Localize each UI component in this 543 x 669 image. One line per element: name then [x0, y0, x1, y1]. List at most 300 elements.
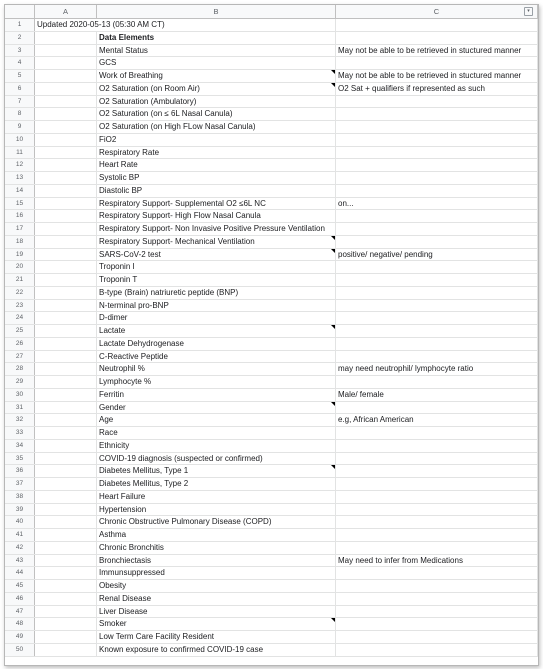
row-number[interactable]: 3 — [5, 45, 35, 57]
cell-b-text: Diastolic BP — [99, 185, 143, 195]
cell-b-text: Chronic Obstructive Pulmonary Disease (COPD) — [99, 517, 272, 527]
table-row — [5, 351, 538, 364]
table-row — [5, 70, 538, 83]
cell-b-text: Diabetes Mellitus, Type 2 — [99, 479, 189, 488]
cell-c[interactable] — [336, 542, 538, 554]
cell-b[interactable] — [97, 529, 336, 541]
cell-a[interactable] — [35, 631, 97, 643]
cell-b-text: Respiratory Support- Mechanical Ventilation — [99, 236, 255, 246]
row-number[interactable]: 15 — [5, 198, 35, 210]
cell-b[interactable] — [97, 70, 336, 82]
cell-b[interactable] — [97, 287, 336, 299]
cell-a[interactable] — [35, 593, 97, 605]
cell-b-text: Race — [99, 428, 118, 437]
cell-b-text: Known exposure to confirmed COVID-19 case — [99, 644, 264, 654]
table-row — [5, 504, 538, 517]
cell-a[interactable] — [35, 542, 97, 554]
grid-rows — [5, 19, 538, 657]
cell-a[interactable] — [35, 618, 97, 630]
row-number[interactable]: 48 — [5, 618, 35, 630]
cell-b-text: Data Elements — [99, 32, 155, 42]
table-row — [5, 108, 538, 121]
row-number[interactable]: 32 — [5, 414, 35, 426]
cell-a[interactable] — [35, 96, 97, 108]
cell-c[interactable] — [336, 210, 538, 222]
table-row — [5, 440, 538, 453]
cell-a[interactable] — [35, 70, 97, 82]
cell-a[interactable] — [35, 478, 97, 490]
cell-b[interactable] — [97, 325, 336, 337]
cell-b-text: Bronchiectasis — [99, 555, 152, 565]
cell-a[interactable] — [35, 185, 97, 197]
table-row — [5, 57, 538, 70]
cell-a[interactable] — [35, 121, 97, 133]
table-row — [5, 45, 538, 58]
cell-a[interactable] — [35, 453, 97, 465]
cell-a[interactable] — [35, 325, 97, 337]
row-number[interactable]: 1 — [5, 19, 35, 31]
cell-c[interactable] — [336, 338, 538, 350]
cell-a[interactable] — [35, 567, 97, 579]
table-row — [5, 516, 538, 529]
cell-b-text: Neutrophil % — [99, 364, 145, 374]
cell-b[interactable] — [97, 465, 336, 477]
cell-c[interactable]: e.g, African American — [336, 414, 538, 426]
cell-b[interactable] — [97, 631, 336, 643]
cell-c[interactable] — [336, 287, 538, 299]
table-row — [5, 261, 538, 274]
cell-a[interactable] — [35, 427, 97, 439]
cell-c[interactable] — [336, 427, 538, 439]
cell-a[interactable] — [35, 172, 97, 184]
table-row — [5, 542, 538, 555]
row-number[interactable]: 19 — [5, 249, 35, 261]
cell-c[interactable] — [336, 312, 538, 324]
cell-a[interactable] — [35, 261, 97, 273]
cell-c[interactable]: on... — [336, 198, 538, 210]
row-number[interactable]: 25 — [5, 325, 35, 337]
cell-b[interactable] — [97, 580, 336, 592]
cell-b[interactable] — [97, 351, 336, 363]
cell-b[interactable] — [97, 376, 336, 388]
table-row — [5, 567, 538, 580]
cell-a[interactable] — [35, 402, 97, 414]
column-header-bar — [5, 5, 538, 19]
cell-b-text: Obesity — [99, 581, 127, 590]
cell-b-text: Work of Breathing — [99, 71, 163, 80]
cell-b[interactable] — [97, 57, 336, 69]
cell-a[interactable] — [35, 465, 97, 477]
cell-b-text: Lymphocyte % — [99, 377, 152, 386]
table-row — [5, 618, 538, 631]
cell-c[interactable] — [336, 108, 538, 120]
row-number[interactable]: 40 — [5, 516, 35, 528]
cell-b[interactable] — [97, 440, 336, 452]
cell-c[interactable] — [336, 440, 538, 452]
cell-b-text: O2 Saturation (Ambulatory) — [99, 96, 197, 106]
cell-a[interactable] — [35, 32, 97, 44]
row-number[interactable]: 41 — [5, 529, 35, 541]
table-row — [5, 249, 538, 262]
cell-b[interactable] — [97, 159, 336, 171]
cell-a[interactable] — [35, 236, 97, 248]
cell-c[interactable] — [336, 236, 538, 248]
cell-c[interactable] — [336, 57, 538, 69]
cell-c[interactable] — [336, 274, 538, 286]
cell-b-text: N-terminal pro-BNP — [99, 300, 169, 310]
row-number[interactable]: 30 — [5, 389, 35, 401]
cell-a[interactable] — [35, 147, 97, 159]
table-row — [5, 325, 538, 338]
cell-c[interactable] — [336, 618, 538, 630]
table-row — [5, 389, 538, 402]
cell-b[interactable] — [97, 402, 336, 414]
cell-c[interactable] — [336, 376, 538, 388]
cell-b[interactable] — [97, 453, 336, 465]
column-header-c[interactable] — [336, 5, 538, 18]
cell-c[interactable] — [336, 453, 538, 465]
table-row — [5, 376, 538, 389]
comment-indicator-icon[interactable] — [331, 70, 335, 74]
table-row — [5, 134, 538, 147]
cell-b[interactable] — [97, 618, 336, 630]
cell-a[interactable] — [35, 57, 97, 69]
cell-b-text: Renal Disease — [99, 593, 152, 603]
cell-b-text: C-Reactive Peptide — [99, 351, 168, 361]
cell-b[interactable] — [97, 32, 336, 44]
cell-b-text: O2 Saturation (on Room Air) — [99, 83, 200, 93]
cell-b[interactable] — [97, 478, 336, 490]
table-row — [5, 453, 538, 466]
comment-indicator-icon[interactable] — [331, 83, 335, 87]
row-number[interactable]: 38 — [5, 491, 35, 503]
row-number[interactable]: 29 — [5, 376, 35, 388]
row-number[interactable]: 20 — [5, 261, 35, 273]
cell-b-text: Gender — [99, 402, 126, 412]
table-row — [5, 580, 538, 593]
cell-c[interactable] — [336, 147, 538, 159]
comment-indicator-icon[interactable] — [331, 618, 335, 622]
cell-b[interactable] — [97, 185, 336, 197]
cell-b-text: Respiratory Support- Non Invasive Positive Pressure Ventilation — [99, 224, 325, 233]
cell-c[interactable] — [336, 402, 538, 414]
row-number[interactable]: 44 — [5, 567, 35, 579]
cell-c[interactable] — [336, 96, 538, 108]
cell-c[interactable]: Male/ female — [336, 389, 538, 401]
cell-b-text: Mental Status — [99, 45, 148, 55]
column-header-a[interactable]: A — [35, 5, 97, 18]
cell-c[interactable] — [336, 606, 538, 618]
cell-b[interactable] — [97, 198, 336, 210]
row-number[interactable]: 47 — [5, 606, 35, 618]
cell-a[interactable] — [35, 580, 97, 592]
cell-a[interactable] — [35, 491, 97, 503]
cell-b-text: Immunsuppressed — [99, 568, 165, 578]
cell-b[interactable] — [97, 312, 336, 324]
table-row — [5, 478, 538, 491]
cell-b[interactable] — [97, 491, 336, 503]
cell-b[interactable] — [97, 504, 336, 516]
row-number[interactable]: 12 — [5, 159, 35, 171]
table-row — [5, 274, 538, 287]
cell-b[interactable] — [97, 210, 336, 222]
cell-b[interactable] — [97, 134, 336, 146]
cell-b-text: Ferritin — [99, 389, 124, 399]
row-number[interactable]: 26 — [5, 338, 35, 350]
cell-b[interactable] — [97, 414, 336, 426]
row-number[interactable]: 21 — [5, 274, 35, 286]
cell-b-text: Smoker — [99, 619, 127, 629]
comment-indicator-icon[interactable] — [331, 402, 335, 406]
table-row — [5, 491, 538, 504]
cell-c[interactable] — [336, 593, 538, 605]
cell-a[interactable] — [35, 45, 97, 57]
cell-a[interactable] — [35, 249, 97, 261]
cell-b[interactable] — [97, 338, 336, 350]
cell-c[interactable] — [336, 631, 538, 643]
cell-c[interactable]: May need to infer from Medications — [336, 555, 538, 567]
cell-a[interactable] — [35, 159, 97, 171]
cell-b-text: B-type (Brain) natriuretic peptide (BNP) — [99, 287, 239, 297]
row-number[interactable]: 8 — [5, 108, 35, 120]
cell-b[interactable] — [97, 274, 336, 286]
table-row — [5, 147, 538, 160]
cell-b-text: Respiratory Rate — [99, 147, 160, 157]
row-number[interactable]: 4 — [5, 57, 35, 69]
cell-c[interactable]: May not be able to be retrieved in stuctured manner — [336, 70, 538, 82]
cell-a[interactable] — [35, 529, 97, 541]
table-row — [5, 32, 538, 45]
table-row — [5, 287, 538, 300]
filter-dropdown-icon[interactable]: ▾ — [524, 7, 533, 16]
cell-b[interactable] — [97, 363, 336, 375]
cell-b[interactable] — [97, 96, 336, 108]
cell-b[interactable] — [97, 45, 336, 57]
cell-b-text: Liver Disease — [99, 606, 148, 616]
cell-c[interactable]: may need neutrophil/ lymphocyte ratio — [336, 363, 538, 375]
table-row — [5, 198, 538, 211]
cell-b-text: Hypertension — [99, 504, 147, 514]
cell-c[interactable] — [336, 223, 538, 235]
cell-c[interactable]: O2 Sat + qualifiers if represented as such — [336, 83, 538, 95]
row-number[interactable]: 50 — [5, 644, 35, 656]
cell-b[interactable] — [97, 223, 336, 235]
row-number[interactable]: 45 — [5, 580, 35, 592]
cell-b-text: Asthma — [99, 530, 127, 539]
cell-a[interactable] — [35, 644, 97, 656]
cell-c[interactable] — [336, 172, 538, 184]
cell-c[interactable] — [336, 325, 538, 337]
cell-b-text: SARS-CoV-2 test — [99, 249, 161, 259]
table-row — [5, 402, 538, 415]
table-row — [5, 631, 538, 644]
table-row — [5, 172, 538, 185]
cell-a[interactable] — [35, 287, 97, 299]
row-number[interactable]: 7 — [5, 96, 35, 108]
cell-a[interactable] — [35, 338, 97, 350]
table-row — [5, 555, 538, 568]
cell-c[interactable] — [336, 567, 538, 579]
cell-a[interactable] — [35, 134, 97, 146]
row-number[interactable]: 11 — [5, 147, 35, 159]
cell-c[interactable] — [336, 516, 538, 528]
cell-b[interactable] — [97, 249, 336, 261]
row-number[interactable]: 42 — [5, 542, 35, 554]
cell-a[interactable] — [35, 300, 97, 312]
cell-c[interactable] — [336, 300, 538, 312]
cell-b[interactable] — [97, 593, 336, 605]
cell-c[interactable] — [336, 185, 538, 197]
comment-indicator-icon[interactable] — [331, 249, 335, 253]
cell-a[interactable] — [35, 414, 97, 426]
row-number[interactable]: 24 — [5, 312, 35, 324]
table-row — [5, 465, 538, 478]
cell-a[interactable] — [35, 363, 97, 375]
comment-indicator-icon[interactable] — [331, 325, 335, 329]
table-row — [5, 83, 538, 96]
row-number[interactable]: 43 — [5, 555, 35, 567]
cell-a[interactable] — [35, 274, 97, 286]
cell-c[interactable] — [336, 580, 538, 592]
row-number[interactable]: 10 — [5, 134, 35, 146]
cell-b-text: Heart Rate — [99, 160, 138, 170]
row-number[interactable]: 46 — [5, 593, 35, 605]
cell-c[interactable] — [336, 261, 538, 273]
cell-a[interactable] — [35, 555, 97, 567]
cell-c[interactable] — [336, 478, 538, 490]
cell-b[interactable] — [97, 83, 336, 95]
cell-b[interactable] — [97, 542, 336, 554]
table-row — [5, 121, 538, 134]
cell-c[interactable] — [336, 19, 538, 31]
spreadsheet-grid — [4, 4, 539, 666]
cell-a[interactable] — [35, 606, 97, 618]
table-row — [5, 185, 538, 198]
cell-a[interactable] — [35, 108, 97, 120]
cell-a[interactable] — [35, 83, 97, 95]
cell-c[interactable] — [336, 134, 538, 146]
cell-b[interactable] — [97, 427, 336, 439]
cell-a[interactable] — [35, 351, 97, 363]
table-row — [5, 644, 538, 657]
cell-b[interactable] — [97, 567, 336, 579]
cell-b-text: Chronic Bronchitis — [99, 542, 164, 552]
cell-c[interactable] — [336, 121, 538, 133]
cell-b[interactable] — [97, 516, 336, 528]
row-number[interactable]: 18 — [5, 236, 35, 248]
row-number[interactable]: 6 — [5, 83, 35, 95]
cell-c[interactable] — [336, 465, 538, 477]
cell-b-text: Lactate Dehydrogenase — [99, 338, 184, 348]
row-number[interactable]: 28 — [5, 363, 35, 375]
row-number[interactable]: 36 — [5, 465, 35, 477]
cell-b[interactable] — [97, 147, 336, 159]
cell-b[interactable] — [97, 606, 336, 618]
row-number[interactable]: 33 — [5, 427, 35, 439]
cell-b[interactable] — [97, 172, 336, 184]
row-number[interactable]: 17 — [5, 223, 35, 235]
comment-indicator-icon[interactable] — [331, 236, 335, 240]
cell-a[interactable] — [35, 210, 97, 222]
cell-b-text: Respiratory Support- Supplemental O2 ≤6L NC — [99, 198, 266, 208]
cell-c[interactable] — [336, 32, 538, 44]
cell-a[interactable] — [35, 516, 97, 528]
column-header-b[interactable]: B — [97, 5, 336, 18]
row-number[interactable]: 35 — [5, 453, 35, 465]
cell-b[interactable] — [97, 236, 336, 248]
table-row — [5, 529, 538, 542]
cell-a[interactable] — [35, 389, 97, 401]
cell-b[interactable] — [97, 300, 336, 312]
cell-c[interactable] — [336, 644, 538, 656]
cell-b[interactable] — [97, 644, 336, 656]
row-number[interactable]: 14 — [5, 185, 35, 197]
table-row — [5, 223, 538, 236]
cell-b-text: Systolic BP — [99, 173, 140, 182]
cell-c[interactable] — [336, 529, 538, 541]
cell-a[interactable] — [35, 504, 97, 516]
row-number[interactable]: 49 — [5, 631, 35, 643]
cell-c[interactable] — [336, 504, 538, 516]
cell-a[interactable] — [35, 312, 97, 324]
cell-b-text: Heart Failure — [99, 491, 146, 501]
table-row — [5, 96, 538, 109]
table-row — [5, 312, 538, 325]
table-row — [5, 593, 538, 606]
cell-b[interactable] — [97, 555, 336, 567]
row-number[interactable]: 31 — [5, 402, 35, 414]
row-number[interactable]: 23 — [5, 300, 35, 312]
table-row — [5, 159, 538, 172]
row-number[interactable]: 9 — [5, 121, 35, 133]
cell-b-text: D-dimer — [99, 313, 128, 323]
cell-b-text: Respiratory Support- High Flow Nasal Canula — [99, 211, 261, 221]
row-number[interactable]: 22 — [5, 287, 35, 299]
row-number[interactable]: 39 — [5, 504, 35, 516]
cell-a[interactable] — [35, 376, 97, 388]
cell-b-text: FiO2 — [99, 134, 117, 144]
cell-a[interactable] — [35, 198, 97, 210]
column-header-c-label: C — [433, 7, 440, 16]
table-row — [5, 210, 538, 223]
cell-c[interactable] — [336, 159, 538, 171]
cell-b[interactable] — [97, 261, 336, 273]
cell-b[interactable] — [97, 108, 336, 120]
cell-a[interactable] — [35, 440, 97, 452]
cell-c[interactable]: positive/ negative/ pending — [336, 249, 538, 261]
cell-a[interactable]: Updated 2020-05-13 (05:30 AM CT) — [37, 20, 165, 29]
row-number[interactable]: 27 — [5, 351, 35, 363]
cell-c[interactable] — [336, 351, 538, 363]
table-row — [5, 338, 538, 351]
cell-c[interactable] — [336, 491, 538, 503]
row-number[interactable]: 37 — [5, 478, 35, 490]
comment-indicator-icon[interactable] — [331, 465, 335, 469]
cell-c[interactable]: May not be able to be retrieved in stuctured manner — [336, 45, 538, 57]
cell-a[interactable] — [35, 223, 97, 235]
cell-b[interactable] — [97, 121, 336, 133]
row-number[interactable]: 34 — [5, 440, 35, 452]
row-number[interactable]: 16 — [5, 210, 35, 222]
cell-b-text: GCS — [99, 58, 117, 68]
row-number[interactable]: 5 — [5, 70, 35, 82]
row-number[interactable]: 13 — [5, 172, 35, 184]
table-row — [5, 414, 538, 427]
select-all-corner[interactable] — [5, 5, 35, 18]
row-number[interactable]: 2 — [5, 32, 35, 44]
cell-b-text: COVID-19 diagnosis (suspected or confirmed) — [99, 453, 263, 463]
cell-b[interactable] — [97, 389, 336, 401]
